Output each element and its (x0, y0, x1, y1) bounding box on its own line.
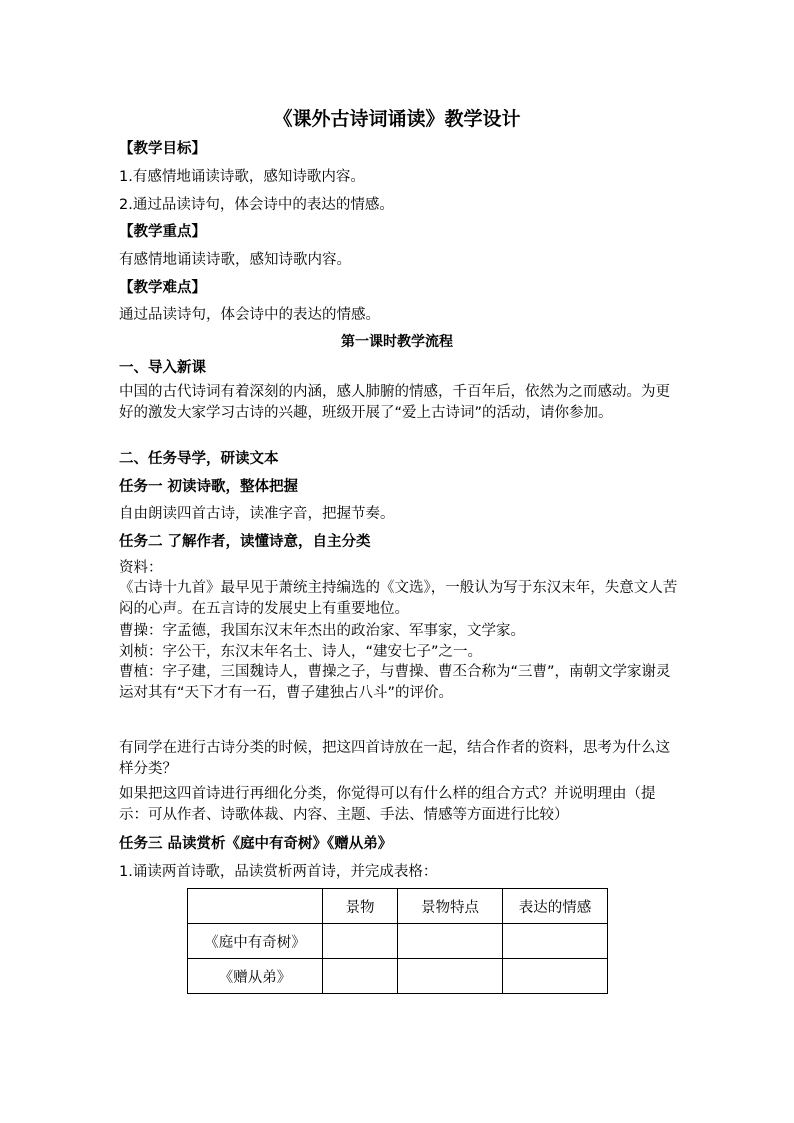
table-header-cell (188, 889, 323, 924)
key-points-heading: 【教学重点】 (119, 224, 206, 240)
section2-heading: 二、任务导学，研读文本 (119, 451, 279, 467)
question2: 如果把这四首诗进行再细化分类，你觉得可以有什么样的组合方式？并说明理由（提示：可从作者、诗歌体裁、内容、主题、手法、情感等方面进行比较） (119, 786, 656, 823)
task1-heading: 任务一 初读诗歌，整体把握 (119, 479, 299, 495)
task3-instruction: 1.诵读两首诗歌，品读赏析两首诗，并完成表格： (119, 864, 438, 880)
table-row (188, 959, 608, 994)
resource-item: 《古诗十九首》最早见于萧统主持编选的《文选》，一般认为写于东汉末年，失意文人苦闷的心声。在五言诗的发展史上有重要地位。 (119, 580, 678, 617)
document-title: 《课外古诗词诵读》教学设计 (273, 108, 521, 130)
objectives-heading: 【教学目标】 (119, 141, 206, 157)
analysis-table (187, 888, 608, 994)
difficulties-text: 通过品读诗句，体会诗中的表达的情感。 (119, 307, 380, 323)
table-cell: 《庭中有奇树》 (188, 924, 323, 959)
key-points-text: 有感情地诵读诗歌，感知诗歌内容。 (119, 252, 351, 268)
table-cell (323, 959, 398, 994)
question1: 有同学在进行古诗分类的时候，把这四首诗放在一起，结合作者的资料，思考为什么这样分类？ (119, 740, 670, 777)
resource-item: 曹植：字子建，三国魏诗人，曹操之子，与曹操、曹丕合称为“三曹”，南朝文学家谢灵运对其有“天下才有一石，曹子建独占八斗”的评价。 (119, 664, 671, 701)
table-header-cell: 表达的情感 (503, 889, 608, 924)
table-cell (323, 924, 398, 959)
objective-item: 1.有感情地诵读诗歌，感知诗歌内容。 (119, 169, 365, 185)
objective-item: 2.通过品读诗句，体会诗中的表达的情感。 (119, 197, 394, 213)
table-cell (503, 959, 608, 994)
resource-item: 曹操：字孟德，我国东汉末年杰出的政治家、军事家，文学家。 (119, 623, 525, 639)
table-row (188, 924, 608, 959)
table-cell (398, 959, 503, 994)
difficulties-heading: 【教学难点】 (119, 280, 206, 296)
table-header-cell: 景物 (323, 889, 398, 924)
task1-text: 自由朗读四首古诗，读准字音，把握节奏。 (119, 506, 395, 522)
section1-heading: 一、导入新课 (119, 360, 206, 376)
resource-item: 刘桢：字公干，东汉末年名士、诗人，“建安七子”之一。 (119, 644, 483, 660)
table-cell: 《赠从弟》 (188, 959, 323, 994)
table-header-cell: 景物特点 (398, 889, 503, 924)
table-cell (503, 924, 608, 959)
resource-label: 资料： (119, 560, 163, 576)
task3-heading: 任务三 品读赏析《庭中有奇树》《赠从弟》 (119, 836, 393, 852)
task2-heading: 任务二 了解作者，读懂诗意，自主分类 (119, 534, 371, 550)
section1-text: 中国的古代诗词有着深刻的内涵，感人肺腑的情感，千百年后，依然为之而感动。为更好的激发大家学习古诗的兴趣，班级开展了“爱上古诗词”的活动，请你参加。 (119, 384, 670, 421)
table-cell (398, 924, 503, 959)
table-header-row (188, 889, 608, 924)
lesson-title: 第一课时教学流程 (341, 334, 453, 350)
